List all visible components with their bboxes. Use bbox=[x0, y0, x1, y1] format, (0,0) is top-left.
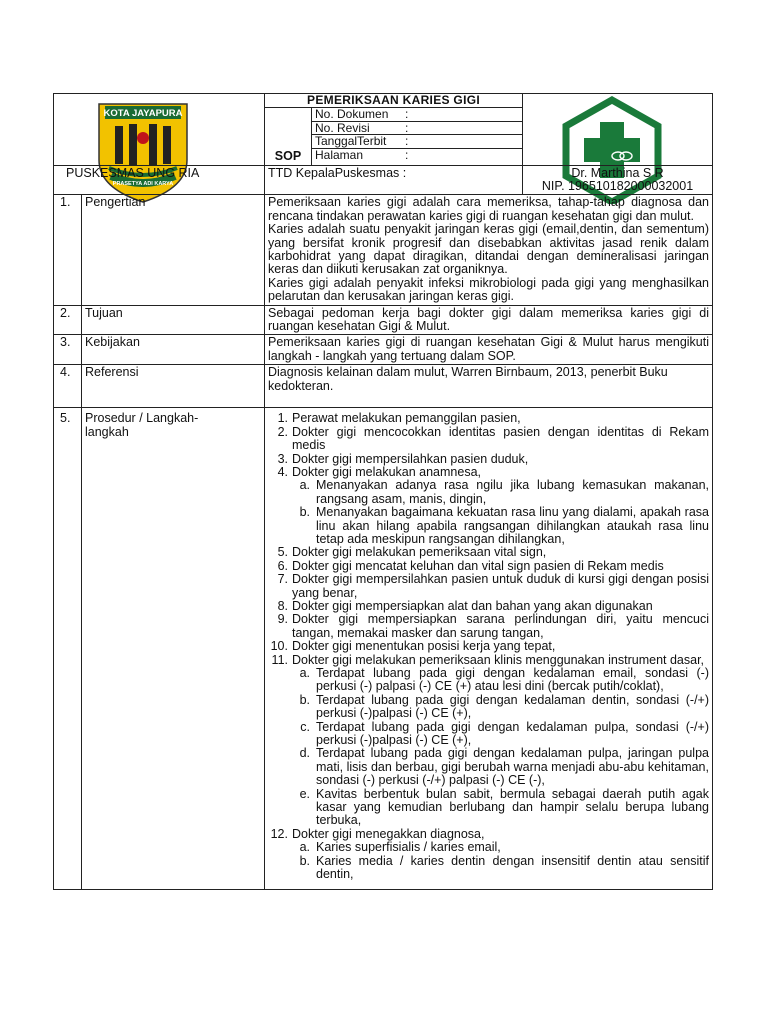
row-label: Pengertian bbox=[82, 195, 265, 305]
sub-step-item bbox=[292, 479, 709, 506]
sub-step-marker: c. bbox=[300, 719, 310, 734]
step-text: Dokter gigi mempersiapkan alat dan bahan yang akan digunakan bbox=[292, 598, 653, 613]
doctor-name: Dr. Marthina S R bbox=[571, 166, 664, 181]
puskesmas-name: PUSKESMAS UNG RIA bbox=[54, 166, 265, 195]
step-text: Dokter gigi melakukan pemeriksaan vital sign, bbox=[292, 545, 547, 560]
step-item bbox=[268, 613, 709, 640]
sub-step-text: Kavitas berbentuk bulan sabit, bermula sebagai daerah putih agak kasar yang kemudian berlubang dan hampir selalu berupa lubang terbuka, bbox=[316, 786, 709, 828]
sop-document bbox=[53, 93, 712, 958]
step-item bbox=[268, 412, 709, 425]
step-number: 7. bbox=[277, 572, 288, 587]
document-title: PEMERIKSAAN KARIES GIGI bbox=[265, 94, 523, 108]
sub-step-marker: a. bbox=[299, 478, 310, 493]
emblem-motto-text: PRASETYA ADI KARYA bbox=[112, 181, 174, 187]
step-item bbox=[268, 828, 709, 882]
step-item bbox=[268, 654, 709, 828]
step-number: 10. bbox=[270, 639, 288, 654]
row-content: Diagnosis kelainan dalam mulut, Warren Birnbaum, 2013, penerbit Buku kedokteran. bbox=[265, 365, 713, 408]
row-number: 1. bbox=[54, 195, 82, 305]
paragraph: Karies gigi adalah penyakit infeksi mikrobiologi pada gigi yang menghasilkan pelarutan dan kerusakan jaringan keras gigi. bbox=[268, 275, 709, 304]
header-table bbox=[53, 93, 713, 195]
row-kebijakan bbox=[54, 335, 713, 365]
row-prosedur bbox=[54, 408, 713, 889]
sub-step-item bbox=[292, 841, 709, 854]
step-number: 8. bbox=[277, 598, 288, 613]
sub-step-text: Terdapat lubang pada gigi dengan kedalaman email, sondasi (-) perkusi (-) palpasi (-) CE (+) atau lesi dini (bercak putih/coklat), bbox=[316, 666, 709, 694]
field-no-dokumen: No. Dokumen : bbox=[312, 108, 522, 122]
sub-step-marker: b. bbox=[299, 853, 310, 868]
step-text: Dokter gigi mencatat keluhan dan vital sign pasien di Rekam medis bbox=[292, 558, 664, 573]
content-table bbox=[53, 194, 713, 889]
row-pengertian bbox=[54, 195, 713, 305]
row-tujuan bbox=[54, 305, 713, 335]
row-label: Kebijakan bbox=[82, 335, 265, 365]
steps-list bbox=[268, 412, 709, 881]
step-item bbox=[268, 640, 709, 653]
right-logo-cell bbox=[523, 94, 713, 166]
step-text: Dokter gigi mencocokkan identitas pasien dengan identitas di Rekam medis bbox=[292, 424, 709, 453]
sub-step-marker: b. bbox=[299, 692, 310, 707]
step-text: Dokter gigi melakukan pemeriksaan klinis menggunakan instrument dasar, bbox=[292, 652, 705, 667]
sub-step-text: Terdapat lubang pada gigi dengan kedalaman pulpa, jaringan pulpa mati, lisis dan berbau, gigi berubah warna menjadi abu-abu kehitaman, sondasi (-) perkusi (-/+) palpasi (-) CE (-), bbox=[316, 746, 709, 788]
step-text: Dokter gigi mempersilahkan pasien duduk, bbox=[292, 451, 529, 466]
row-content: Pemeriksaan karies gigi di ruangan kesehatan Gigi & Mulut harus mengikuti langkah - langkah yang tertuang dalam SOP. bbox=[265, 335, 713, 365]
step-text: Dokter gigi mempersilahkan pasien untuk duduk di kursi gigi dengan posisi yang benar, bbox=[292, 572, 709, 600]
field-tanggal-terbit: TanggalTerbit : bbox=[312, 135, 522, 149]
step-number: 6. bbox=[277, 558, 288, 573]
row-number: 5. bbox=[54, 408, 82, 889]
procedure-steps bbox=[265, 408, 713, 889]
sub-step-item bbox=[292, 747, 709, 787]
sub-step-item bbox=[292, 788, 709, 828]
step-text: Perawat melakukan pemanggilan pasien, bbox=[292, 411, 521, 426]
step-number: 3. bbox=[277, 451, 288, 466]
field-halaman: Halaman : bbox=[315, 147, 409, 162]
sub-step-marker: a. bbox=[299, 666, 310, 680]
sub-step-item bbox=[292, 694, 709, 721]
row-label: Tujuan bbox=[82, 305, 265, 335]
sub-step-text: Menanyakan bagaimana kekuatan rasa linu yang dialami, apakah rasa linu akan hilang apabila rangsangan dihilangkan ataukah rasa linu tetap ada meskipun rangsangan dihilangkan, bbox=[316, 505, 709, 546]
sub-step-text: Terdapat lubang pada gigi dengan kedalaman pulpa, sondasi (-/+) perkusi (-)palpasi (-) CE (+), bbox=[316, 719, 709, 748]
row-label: Prosedur / Langkah-langkah bbox=[82, 408, 265, 889]
sub-step-text: Karies media / karies dentin dengan insensitif dentin atau sensitif dentin, bbox=[316, 853, 709, 882]
sop-label: SOP bbox=[265, 108, 312, 166]
sub-step-text: Menanyakan adanya rasa ngilu jika lubang kemasukan makanan, rangsang asam, manis, dingin, bbox=[316, 478, 709, 506]
step-number: 4. bbox=[277, 464, 288, 479]
step-text: Dokter gigi menentukan posisi kerja yang tepat, bbox=[292, 639, 556, 654]
step-item bbox=[268, 426, 709, 453]
step-number: 11. bbox=[271, 652, 288, 667]
sub-steps-list bbox=[292, 667, 709, 828]
field-no-revisi: No. Revisi : bbox=[312, 122, 522, 136]
row-number: 4. bbox=[54, 365, 82, 408]
step-text: Dokter gigi mempersiapkan sarana perlindungan diri, yaitu mencuci tangan, memakai masker dan sarung tangan, bbox=[292, 612, 709, 640]
row-referensi bbox=[54, 365, 713, 408]
paragraph: Pemeriksaan karies gigi adalah cara memeriksa, tahap-tahap diagnosa dan rencana tindakan perawatan karies gigi di ruangan kesehatan gigi dan mulut. bbox=[268, 195, 709, 223]
sub-step-marker: a. bbox=[299, 840, 310, 855]
sub-step-item bbox=[292, 506, 709, 546]
sub-step-item bbox=[292, 667, 709, 694]
step-number: 1. bbox=[277, 411, 288, 426]
step-item bbox=[268, 546, 709, 559]
doctor-nip: NIP. 196510182000032001 bbox=[541, 179, 694, 194]
paragraph: Karies adalah suatu penyakit jaringan keras gigi (email,dentin, dan sementum) yang bersifat kronik progresif dan disebabkan aktivitas jasad renik dalam karbohidrat yang dapat diragikan, ditandai dengan demineralisasi jaringan keras dan diikuti kerusakan zat organiknya. bbox=[268, 222, 709, 277]
sub-steps-list bbox=[292, 841, 709, 881]
sub-step-marker: b. bbox=[299, 505, 310, 520]
step-item bbox=[268, 466, 709, 546]
step-item bbox=[268, 453, 709, 466]
step-text: Dokter gigi menegakkan diagnosa, bbox=[292, 826, 485, 841]
left-logo-cell bbox=[54, 94, 265, 166]
emblem-top-text: KOTA JAYAPURA bbox=[103, 108, 183, 119]
step-item bbox=[268, 600, 709, 613]
sub-step-text: Karies superfisialis / karies email, bbox=[316, 840, 501, 855]
step-item bbox=[268, 560, 709, 573]
sub-step-marker: e. bbox=[299, 786, 310, 801]
step-number: 5. bbox=[277, 545, 288, 560]
step-number: 9. bbox=[277, 612, 288, 627]
sub-step-item bbox=[292, 855, 709, 882]
step-number: 12. bbox=[270, 826, 288, 841]
row-label: Referensi bbox=[82, 365, 265, 408]
row-content bbox=[265, 195, 713, 305]
row-number: 3. bbox=[54, 335, 82, 365]
step-number: 2. bbox=[277, 424, 288, 439]
row-content: Sebagai pedoman kerja bagi dokter gigi dalam memeriksa karies gigi di ruangan kesehatan Gigi & Mulut. bbox=[265, 305, 713, 335]
sub-step-item bbox=[292, 721, 709, 748]
document-fields bbox=[312, 108, 523, 166]
step-item bbox=[268, 573, 709, 600]
ttd-label: TTD KepalaPuskesmas : bbox=[265, 166, 523, 195]
sub-steps-list bbox=[292, 479, 709, 546]
sub-step-marker: d. bbox=[299, 746, 310, 761]
sub-step-text: Terdapat lubang pada gigi dengan kedalaman dentin, sondasi (-/+) perkusi (-)palpasi (-) CE (+), bbox=[316, 692, 709, 721]
step-text: Dokter gigi melakukan anamnesa, bbox=[292, 464, 481, 479]
signatory bbox=[523, 166, 713, 195]
row-number: 2. bbox=[54, 305, 82, 335]
